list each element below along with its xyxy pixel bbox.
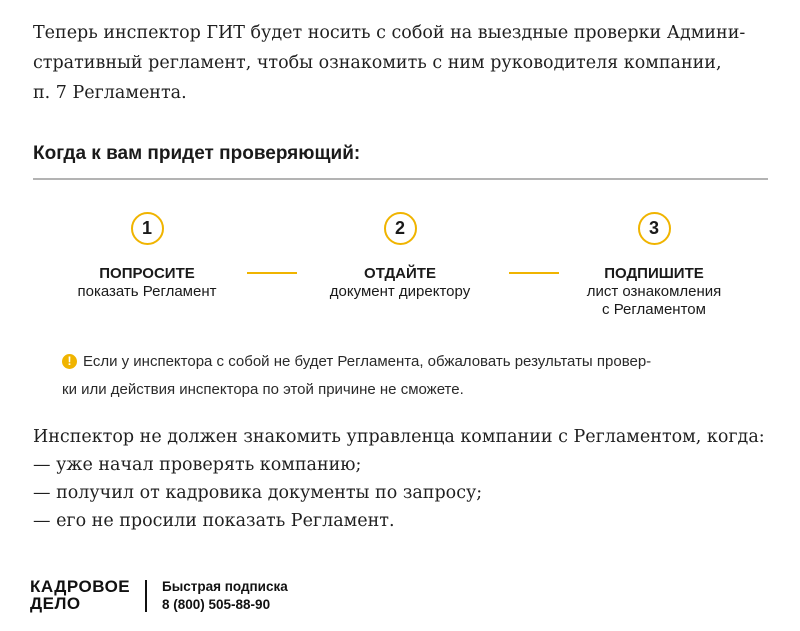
step-title: ОТДАЙТЕ [364, 265, 436, 282]
step-title: ПОДПИШИТЕ [604, 265, 704, 282]
step-number-badge: 3 [638, 212, 671, 245]
step-description: показать Регламент [77, 283, 217, 300]
exclamation-icon: ! [62, 354, 77, 369]
section-title: Когда к вам придет проверяющий: [33, 143, 361, 164]
brand-logo [30, 578, 130, 612]
step-1 [47, 212, 247, 301]
step-description: документ директору [329, 283, 471, 300]
warning-note [62, 348, 767, 404]
phone-number: 8 (800) 505-88-90 [162, 597, 271, 612]
step-description: с Регламентом [602, 301, 706, 318]
note-text: Если у инспектора с собой не будет Регламента, обжаловать результаты провер- [83, 353, 652, 370]
note-line [62, 348, 767, 376]
step-connector [247, 272, 297, 274]
footer-contact [162, 578, 288, 614]
intro-line: п. 7 Регламента. [33, 83, 187, 103]
outro-list-item: — получил от кадровика документы по запросу; [33, 483, 483, 503]
note-line: ки или действия инспектора по этой причине не сможете. [62, 381, 464, 398]
step-number-badge: 2 [384, 212, 417, 245]
subscribe-label: Быстрая подписка [162, 579, 288, 594]
logo-line: ДЕЛО [30, 594, 81, 613]
intro-paragraph [33, 18, 778, 108]
outro-list-item: — уже начал проверять компанию; [33, 455, 362, 475]
section-divider [33, 178, 768, 180]
outro-paragraph [33, 423, 778, 535]
intro-line: стративный регламент, чтобы ознакомить с ним руководителя компании, [33, 53, 722, 73]
footer-separator [145, 580, 147, 612]
outro-list-item: — его не просили показать Регламент. [33, 511, 395, 531]
step-2 [300, 212, 500, 301]
logo-line: КАДРОВОЕ [30, 577, 131, 596]
step-title: ПОПРОСИТЕ [99, 265, 195, 282]
step-number-badge: 1 [131, 212, 164, 245]
step-3 [554, 212, 754, 319]
step-description: лист ознакомления [586, 283, 722, 300]
step-connector [509, 272, 559, 274]
outro-line: Инспектор не должен знакомить управленца компании с Регламентом, когда: [33, 427, 765, 447]
intro-line: Теперь инспектор ГИТ будет носить с собой на выездные проверки Админи- [33, 23, 746, 43]
